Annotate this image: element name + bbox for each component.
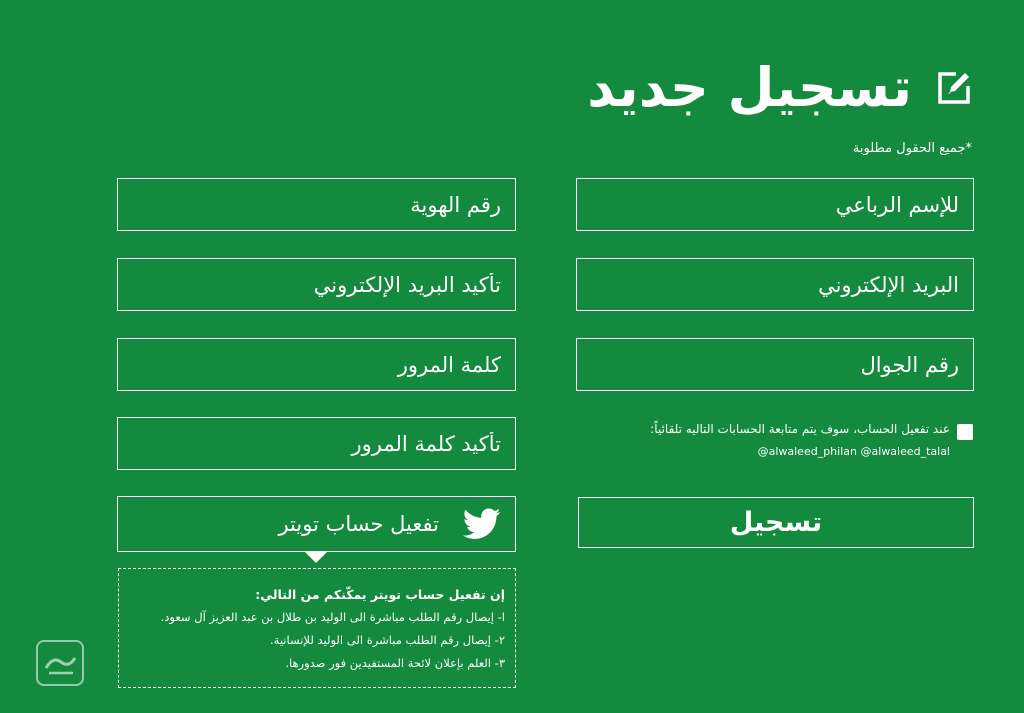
full-name-input[interactable] xyxy=(576,178,974,231)
id-number-input[interactable] xyxy=(117,178,516,231)
required-fields-note: *جميع الحقول مطلوبة xyxy=(852,141,972,156)
auto-follow-accounts: @alwaleed_philan @alwaleed_talal xyxy=(757,445,950,458)
twitter-benefit-item: ا- إيصال رقم الطلب مباشرة الى الوليد بن طلال بن عبد العزيز آل سعود. xyxy=(160,610,505,624)
page-header xyxy=(587,48,974,128)
twitter-bird-icon xyxy=(463,508,501,540)
confirm-password-input[interactable] xyxy=(117,417,516,470)
mobile-input[interactable] xyxy=(576,338,974,391)
edit-icon xyxy=(934,68,974,108)
auto-follow-label: عند تفعيل الحساب، سوف يتم متابعة الحسابات التاليه تلقائياً: xyxy=(650,422,950,436)
password-input[interactable] xyxy=(117,338,516,391)
twitter-info-pointer xyxy=(304,551,328,563)
twitter-benefits-box xyxy=(118,568,516,688)
confirm-email-input[interactable] xyxy=(117,258,516,311)
twitter-benefits-title: إن تفعيل حساب تويتر يمكّنكم من التالي: xyxy=(255,587,505,602)
page-title: تسجيل جديد xyxy=(587,56,912,119)
twitter-benefit-item: ٣- العلم بإعلان لائحة المستفيدين فور صدورها. xyxy=(285,656,505,670)
twitter-button-label: تفعيل حساب تويتر xyxy=(278,512,439,536)
email-input[interactable] xyxy=(576,258,974,311)
twitter-benefit-item: ٢- إيصال رقم الطلب مباشرة الى الوليد للإنسانية. xyxy=(270,633,505,647)
twitter-activate-button[interactable] xyxy=(117,496,516,552)
register-button[interactable]: تسجيل xyxy=(578,497,974,548)
auto-follow-checkbox[interactable] xyxy=(957,424,973,440)
site-logo-icon xyxy=(36,640,84,686)
